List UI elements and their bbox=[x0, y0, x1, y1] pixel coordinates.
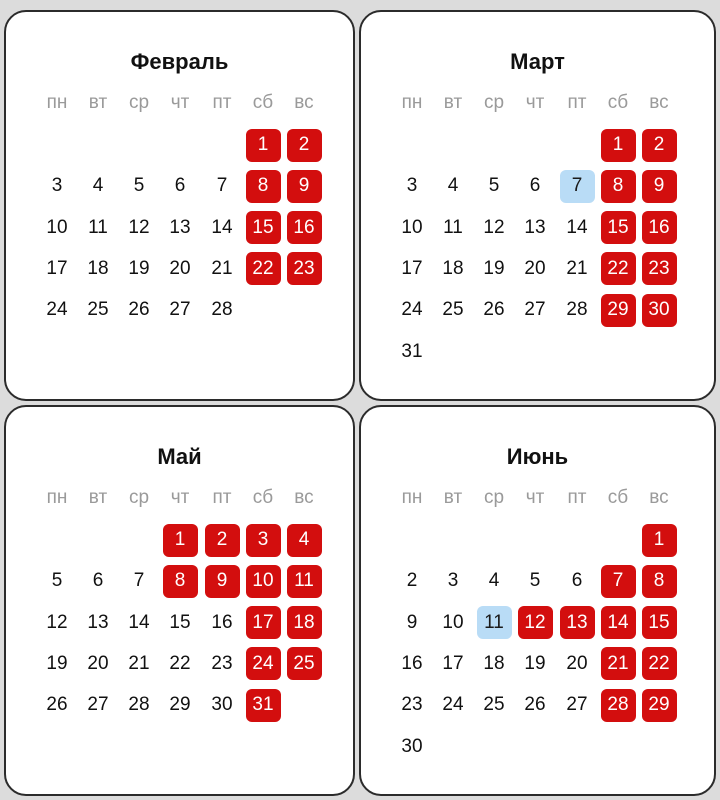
day-cell-holiday[interactable]: 17 bbox=[246, 606, 281, 639]
weekday-label: ср bbox=[128, 92, 150, 113]
day-cell[interactable]: 21 bbox=[211, 257, 233, 279]
day-cell[interactable]: 4 bbox=[488, 570, 500, 592]
weekday-label: пн bbox=[401, 487, 423, 508]
day-cell-holiday[interactable]: 25 bbox=[287, 647, 322, 680]
weekday-label: ср bbox=[483, 92, 505, 113]
day-cell[interactable]: 6 bbox=[529, 175, 541, 197]
weekday-label: вс bbox=[294, 92, 314, 113]
day-cell[interactable]: 23 bbox=[211, 652, 233, 674]
month-card-february bbox=[4, 10, 355, 401]
day-cell-holiday[interactable]: 15 bbox=[601, 211, 636, 244]
day-cell[interactable]: 14 bbox=[128, 611, 150, 633]
day-cell[interactable]: 30 bbox=[401, 735, 423, 757]
month-card-march bbox=[359, 10, 716, 401]
day-cell-holiday[interactable]: 1 bbox=[642, 524, 677, 557]
day-cell[interactable]: 25 bbox=[87, 299, 109, 321]
weekday-label: пн bbox=[46, 487, 68, 508]
day-cell-short[interactable]: 11 bbox=[477, 606, 512, 639]
weekday-label: пт bbox=[567, 92, 587, 113]
weekday-label: вт bbox=[443, 487, 463, 508]
day-cell[interactable]: 24 bbox=[442, 694, 464, 716]
day-cell[interactable]: 3 bbox=[406, 175, 418, 197]
weekday-label: сб bbox=[252, 487, 274, 508]
day-cell-holiday[interactable]: 10 bbox=[246, 565, 281, 598]
weekday-label: чт bbox=[170, 487, 190, 508]
day-cell-holiday[interactable]: 29 bbox=[642, 689, 677, 722]
day-cell[interactable]: 20 bbox=[566, 652, 588, 674]
day-cell[interactable]: 13 bbox=[524, 216, 546, 238]
day-cell[interactable]: 17 bbox=[442, 652, 464, 674]
day-cell[interactable]: 10 bbox=[442, 611, 464, 633]
day-cell[interactable]: 11 bbox=[88, 216, 108, 238]
day-cell[interactable]: 6 bbox=[571, 570, 583, 592]
day-cell[interactable]: 13 bbox=[169, 216, 191, 238]
day-cell[interactable]: 25 bbox=[442, 299, 464, 321]
weekday-label: чт bbox=[170, 92, 190, 113]
day-cell[interactable]: 21 bbox=[566, 257, 588, 279]
day-cell-holiday[interactable]: 8 bbox=[642, 565, 677, 598]
day-cell[interactable]: 12 bbox=[128, 216, 150, 238]
day-cell[interactable]: 26 bbox=[524, 694, 546, 716]
day-cell[interactable]: 26 bbox=[483, 299, 505, 321]
day-cell[interactable]: 16 bbox=[401, 652, 423, 674]
day-cell[interactable]: 6 bbox=[174, 175, 186, 197]
day-cell-holiday[interactable]: 12 bbox=[518, 606, 553, 639]
day-cell[interactable]: 19 bbox=[483, 257, 505, 279]
day-cell-holiday[interactable]: 9 bbox=[642, 170, 677, 203]
day-cell-holiday[interactable]: 9 bbox=[205, 565, 240, 598]
day-cell[interactable]: 19 bbox=[524, 652, 546, 674]
day-cell[interactable]: 27 bbox=[87, 694, 109, 716]
day-cell-holiday[interactable]: 14 bbox=[601, 606, 636, 639]
day-cell-holiday[interactable]: 1 bbox=[601, 129, 636, 162]
day-cell[interactable]: 5 bbox=[133, 175, 145, 197]
day-cell[interactable]: 19 bbox=[46, 652, 68, 674]
day-cell[interactable]: 12 bbox=[46, 611, 68, 633]
day-cell[interactable]: 2 bbox=[406, 570, 418, 592]
day-cell-holiday[interactable]: 7 bbox=[601, 565, 636, 598]
day-cell[interactable]: 26 bbox=[128, 299, 150, 321]
weekday-label: сб bbox=[252, 92, 274, 113]
day-cell[interactable]: 18 bbox=[87, 257, 109, 279]
day-cell[interactable]: 15 bbox=[169, 611, 191, 633]
day-cell[interactable]: 28 bbox=[128, 694, 150, 716]
day-cell-holiday[interactable]: 22 bbox=[642, 647, 677, 680]
month-title: Февраль bbox=[130, 49, 229, 74]
day-cell[interactable]: 12 bbox=[483, 216, 505, 238]
day-cell-holiday[interactable]: 21 bbox=[601, 647, 636, 680]
day-cell[interactable]: 10 bbox=[46, 216, 68, 238]
day-cell-holiday[interactable]: 8 bbox=[601, 170, 636, 203]
weekday-label: пт bbox=[212, 92, 232, 113]
month-title: Март bbox=[510, 49, 565, 74]
day-cell[interactable]: 27 bbox=[524, 299, 546, 321]
day-cell[interactable]: 31 bbox=[401, 340, 423, 362]
day-cell[interactable]: 13 bbox=[87, 611, 109, 633]
day-cell[interactable]: 27 bbox=[566, 694, 588, 716]
day-cell[interactable]: 29 bbox=[169, 694, 191, 716]
day-cell[interactable]: 28 bbox=[566, 299, 588, 321]
day-cell[interactable]: 5 bbox=[488, 175, 500, 197]
day-cell-holiday[interactable]: 28 bbox=[601, 689, 636, 722]
day-cell-holiday[interactable]: 23 bbox=[287, 252, 322, 285]
day-cell[interactable]: 5 bbox=[51, 570, 63, 592]
day-cell[interactable]: 14 bbox=[211, 216, 233, 238]
month-title: Июнь bbox=[506, 444, 569, 469]
weekday-label: сб bbox=[607, 487, 629, 508]
day-cell[interactable]: 14 bbox=[566, 216, 588, 238]
day-cell[interactable]: 9 bbox=[406, 611, 418, 633]
day-cell-holiday[interactable]: 2 bbox=[642, 129, 677, 162]
day-cell-holiday[interactable]: 30 bbox=[642, 294, 677, 327]
day-cell[interactable]: 28 bbox=[211, 299, 233, 321]
day-cell-holiday[interactable]: 11 bbox=[287, 565, 322, 598]
weekday-label: пт bbox=[212, 487, 232, 508]
day-cell[interactable]: 16 bbox=[211, 611, 233, 633]
day-cell[interactable]: 24 bbox=[401, 299, 423, 321]
day-cell-holiday[interactable]: 29 bbox=[601, 294, 636, 327]
day-cell-holiday[interactable]: 2 bbox=[287, 129, 322, 162]
day-cell-holiday[interactable]: 31 bbox=[246, 689, 281, 722]
weekday-label: чт bbox=[525, 487, 545, 508]
day-cell[interactable]: 26 bbox=[46, 694, 68, 716]
weekday-label: чт bbox=[525, 92, 545, 113]
day-cell[interactable]: 22 bbox=[169, 652, 191, 674]
day-cell-holiday[interactable]: 3 bbox=[246, 524, 281, 557]
weekday-label: вс bbox=[649, 487, 669, 508]
day-cell-holiday[interactable]: 24 bbox=[246, 647, 281, 680]
day-cell-holiday[interactable]: 15 bbox=[246, 211, 281, 244]
day-cell[interactable]: 17 bbox=[46, 257, 68, 279]
day-cell-holiday[interactable]: 1 bbox=[246, 129, 281, 162]
day-cell[interactable]: 4 bbox=[92, 175, 104, 197]
day-cell[interactable]: 27 bbox=[169, 299, 191, 321]
weekday-label: вт bbox=[88, 92, 108, 113]
day-cell[interactable]: 20 bbox=[524, 257, 546, 279]
weekday-label: вт bbox=[443, 92, 463, 113]
day-cell-holiday[interactable]: 4 bbox=[287, 524, 322, 557]
day-cell[interactable]: 18 bbox=[483, 652, 505, 674]
weekday-label: вс bbox=[649, 92, 669, 113]
day-cell[interactable]: 21 bbox=[128, 652, 150, 674]
month-card-june bbox=[359, 405, 716, 796]
day-cell[interactable]: 7 bbox=[133, 570, 145, 592]
weekday-label: пт bbox=[567, 487, 587, 508]
day-cell[interactable]: 30 bbox=[211, 694, 233, 716]
month-title: Май bbox=[157, 444, 202, 469]
day-cell-holiday[interactable]: 23 bbox=[642, 252, 677, 285]
month-card-may bbox=[4, 405, 355, 796]
day-cell[interactable]: 20 bbox=[87, 652, 109, 674]
day-cell[interactable]: 3 bbox=[447, 570, 459, 592]
day-cell[interactable]: 5 bbox=[529, 570, 541, 592]
day-cell[interactable]: 3 bbox=[51, 175, 63, 197]
day-cell-short[interactable]: 7 bbox=[560, 170, 595, 203]
weekday-label: пн bbox=[401, 92, 423, 113]
day-cell[interactable]: 23 bbox=[401, 694, 423, 716]
day-cell-holiday[interactable]: 15 bbox=[642, 606, 677, 639]
day-cell[interactable]: 7 bbox=[216, 175, 228, 197]
day-cell-holiday[interactable]: 22 bbox=[246, 252, 281, 285]
weekday-label: сб bbox=[607, 92, 629, 113]
weekday-label: ср bbox=[483, 487, 505, 508]
day-cell-holiday[interactable]: 9 bbox=[287, 170, 322, 203]
day-cell-holiday[interactable]: 16 bbox=[642, 211, 677, 244]
weekday-label: пн bbox=[46, 92, 68, 113]
day-cell[interactable]: 20 bbox=[169, 257, 191, 279]
day-cell-holiday[interactable]: 16 bbox=[287, 211, 322, 244]
day-cell-holiday[interactable]: 22 bbox=[601, 252, 636, 285]
day-cell[interactable]: 10 bbox=[401, 216, 423, 238]
day-cell[interactable]: 4 bbox=[447, 175, 459, 197]
day-cell-holiday[interactable]: 2 bbox=[205, 524, 240, 557]
day-cell[interactable]: 17 bbox=[401, 257, 423, 279]
weekday-label: ср bbox=[128, 487, 150, 508]
weekday-label: вт bbox=[88, 487, 108, 508]
weekday-label: вс bbox=[294, 487, 314, 508]
day-cell[interactable]: 24 bbox=[46, 299, 68, 321]
day-cell[interactable]: 11 bbox=[443, 216, 463, 238]
day-cell[interactable]: 18 bbox=[442, 257, 464, 279]
day-cell-holiday[interactable]: 18 bbox=[287, 606, 322, 639]
day-cell-holiday[interactable]: 1 bbox=[163, 524, 198, 557]
day-cell-holiday[interactable]: 8 bbox=[246, 170, 281, 203]
day-cell-holiday[interactable]: 13 bbox=[560, 606, 595, 639]
day-cell[interactable]: 25 bbox=[483, 694, 505, 716]
day-cell[interactable]: 19 bbox=[128, 257, 150, 279]
day-cell[interactable]: 6 bbox=[92, 570, 104, 592]
day-cell-holiday[interactable]: 8 bbox=[163, 565, 198, 598]
